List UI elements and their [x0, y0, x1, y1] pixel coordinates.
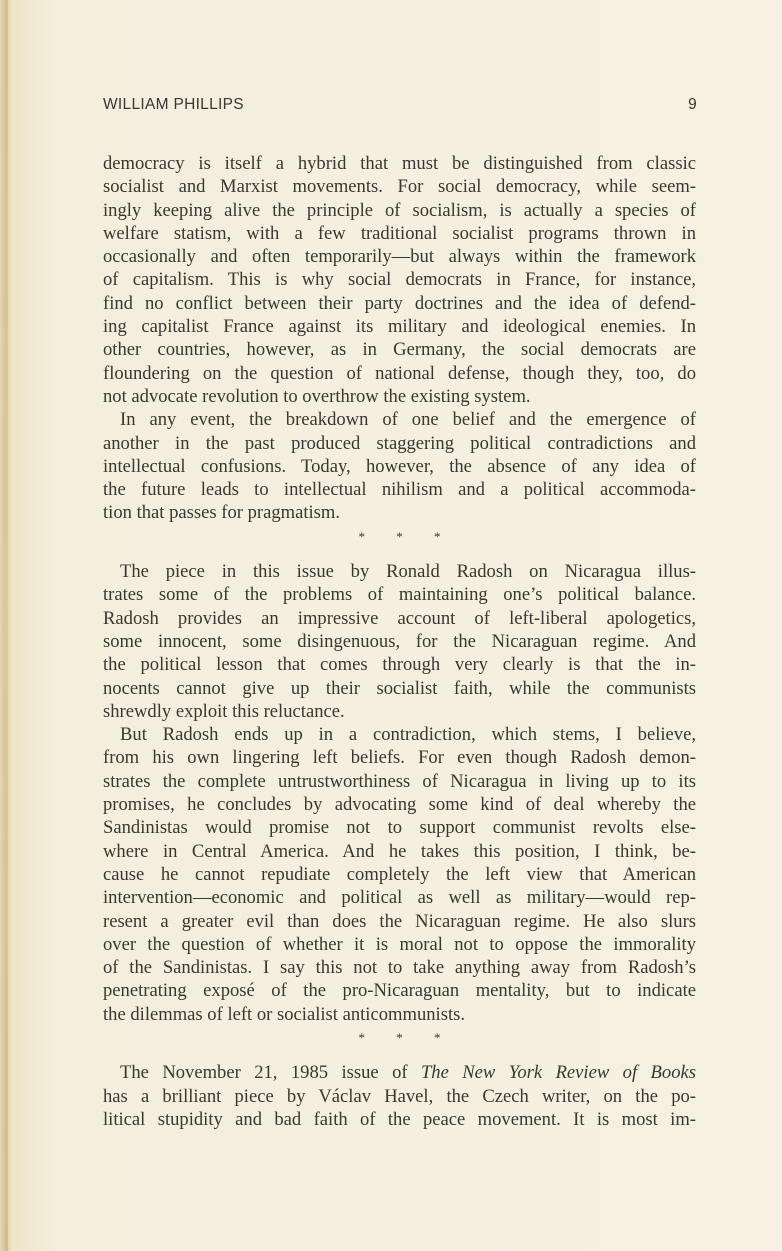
page-gutter	[5, 0, 8, 1251]
spacer	[103, 1049, 696, 1061]
text-line: Sandinistas would promise not to support communist revolts else-	[103, 817, 696, 839]
running-head-author: WILLIAM PHILLIPS	[103, 96, 244, 113]
paragraph	[103, 152, 696, 408]
text-line: from his own lingering left beliefs. For even though Radosh demon-	[103, 747, 696, 769]
body-text	[103, 152, 696, 1131]
section-break: * * *	[358, 528, 455, 544]
spacer	[103, 548, 696, 560]
text-line: tion that passes for pragmatism.	[103, 502, 341, 524]
text-line: trates some of the problems of maintaining one’s political balance.	[103, 584, 696, 606]
text-line: other countries, however, as in Germany, the social democrats are	[103, 339, 696, 361]
text-line: nocents cannot give up their socialist faith, while the communists	[103, 677, 696, 699]
text-line: Radosh provides an impressive account of left-liberal apologetics,	[103, 607, 696, 629]
page-number: 9	[688, 96, 697, 113]
text-line: the dilemmas of left or socialist anticommunists.	[103, 1003, 465, 1025]
paragraph	[103, 560, 696, 723]
text-line: litical stupidity and bad faith of the peace movement. It is most im-	[103, 1108, 696, 1130]
text-line: ing capitalist France against its military and ideological enemies. In	[103, 316, 696, 338]
publication-title: The New York Review of Books	[420, 1062, 696, 1084]
text-line: the political lesson that comes through very clearly is that the in-	[103, 654, 696, 676]
text-line: ingly keeping alive the principle of socialism, is actually a species of	[103, 199, 696, 221]
text-line: not advocate revolution to overthrow the existing system.	[103, 385, 531, 407]
text-line: In any event, the breakdown of one belief and the emergence of	[120, 409, 696, 431]
running-head	[103, 96, 697, 114]
text-line: the future leads to intellectual nihilism and a political accommoda-	[103, 479, 696, 501]
text-line: resent a greater evil than does the Nicaraguan regime. He also slurs	[103, 910, 696, 932]
text-line: But Radosh ends up in a contradiction, which stems, I believe,	[120, 724, 696, 746]
text-line: penetrating exposé of the pro-Nicaraguan mentality, but to indicate	[103, 980, 696, 1002]
text-line: cause he cannot repudiate completely the left view that American	[103, 863, 696, 885]
text-run: The November 21, 1985 issue of	[120, 1062, 421, 1084]
text-line: another in the past produced staggering political contradictions and	[103, 432, 696, 454]
text-line: some innocent, some disingenuous, for the Nicaraguan regime. And	[103, 630, 696, 652]
text-line: find no conflict between their party doctrines and the idea of defend-	[103, 292, 696, 314]
text-line: has a brilliant piece by Václav Havel, the Czech writer, on the po-	[103, 1085, 696, 1107]
text-line: floundering on the question of national defense, though they, too, do	[103, 362, 696, 384]
text-line: democracy is itself a hybrid that must be distinguished from classic	[103, 153, 696, 174]
paragraph	[103, 723, 696, 1026]
text-line: of capitalism. This is why social democrats in France, for instance,	[103, 269, 696, 291]
text-line: where in Central America. And he takes this position, I think, be-	[103, 840, 696, 862]
text-line: The piece in this issue by Ronald Radosh on Nicaragua illus-	[120, 561, 696, 583]
text-line: intervention—economic and political as well as military—would rep-	[103, 887, 696, 909]
text-line: welfare statism, with a few traditional socialist programs thrown in	[103, 222, 696, 244]
text-line	[103, 1061, 696, 1084]
text-line: over the question of whether it is moral not to oppose the immorality	[103, 933, 696, 955]
text-line: strates the complete untrustworthiness of Nicaragua in living up to its	[103, 770, 696, 792]
text-line: shrewdly exploit this reluctance.	[103, 700, 345, 722]
text-line: of the Sandinistas. I say this not to take anything away from Radosh’s	[103, 957, 696, 979]
text-line: intellectual confusions. Today, however, the absence of any idea of	[103, 455, 696, 477]
text-line: socialist and Marxist movements. For social democracy, while seem-	[103, 176, 696, 198]
section-break: * * *	[358, 1029, 455, 1045]
paragraph	[103, 408, 696, 524]
text-line: promises, he concludes by advocating some kind of deal whereby the	[103, 794, 696, 816]
paragraph	[103, 1061, 696, 1131]
text-line: occasionally and often temporarily—but always within the framework	[103, 246, 696, 268]
